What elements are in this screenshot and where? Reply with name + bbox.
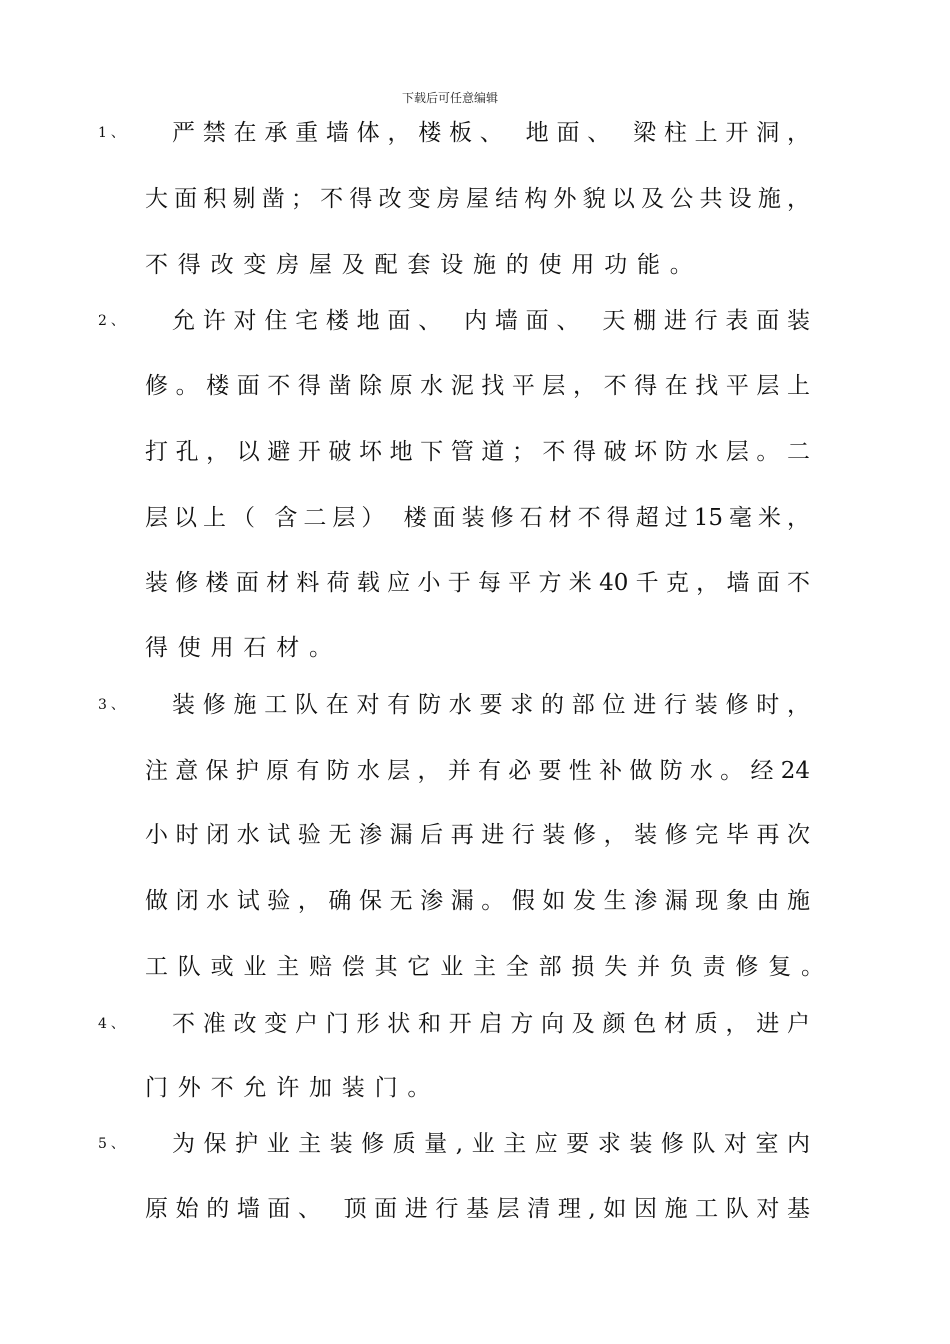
- item-number: 5、: [98, 1136, 129, 1152]
- paragraph-line: 工队或业主赔偿其它业主全部损失并负责修复。: [145, 954, 834, 980]
- paragraph-line: 门外不允许加装门。: [145, 1075, 441, 1101]
- paragraph-line: 装修楼面材料荷载应小于每平方米40千克，墙面不: [145, 570, 810, 596]
- paragraph-line: 装修施工队在对有防水要求的部位进行装修时，: [172, 692, 810, 718]
- item-number: 2、: [98, 313, 129, 329]
- paragraph-line: 不得改变房屋及配套设施的使用功能。: [145, 252, 703, 278]
- paragraph-line: 修。楼面不得凿除原水泥找平层，不得在找平层上: [145, 373, 810, 399]
- paragraph-line: 大面积剔凿；不得改变房屋结构外貌以及公共设施，: [145, 186, 810, 212]
- paragraph-line: 允许对住宅楼地面、 内墙面、 天棚进行表面装: [172, 308, 810, 334]
- paragraph-line: 不准改变户门形状和开启方向及颜色材质，进户: [172, 1011, 810, 1037]
- paragraph-line: 注意保护原有防水层，并有必要性补做防水。经24: [145, 758, 810, 784]
- paragraph-line: 严禁在承重墙体，楼板、 地面、 梁柱上开洞，: [172, 120, 810, 146]
- item-number: 3、: [98, 697, 129, 713]
- paragraph-line: 原始的墙面、 顶面进行基层清理,如因施工队对基: [145, 1196, 810, 1222]
- paragraph-line: 得使用石材。: [145, 635, 342, 661]
- paragraph-line: 为保护业主装修质量,业主应要求装修队对室内: [172, 1131, 810, 1157]
- page-header: 下载后可任意编辑: [401, 91, 498, 105]
- item-number: 4、: [98, 1016, 129, 1032]
- item-number: 1、: [98, 125, 129, 141]
- paragraph-line: 小时闭水试验无渗漏后再进行装修，装修完毕再次: [145, 822, 810, 848]
- paragraph-line: 做闭水试验，确保无渗漏。假如发生渗漏现象由施: [145, 888, 810, 914]
- paragraph-line: 层以上（ 含二层） 楼面装修石材不得超过15毫米，: [145, 505, 810, 531]
- paragraph-line: 打孔，以避开破坏地下管道；不得破坏防水层。二: [145, 439, 810, 465]
